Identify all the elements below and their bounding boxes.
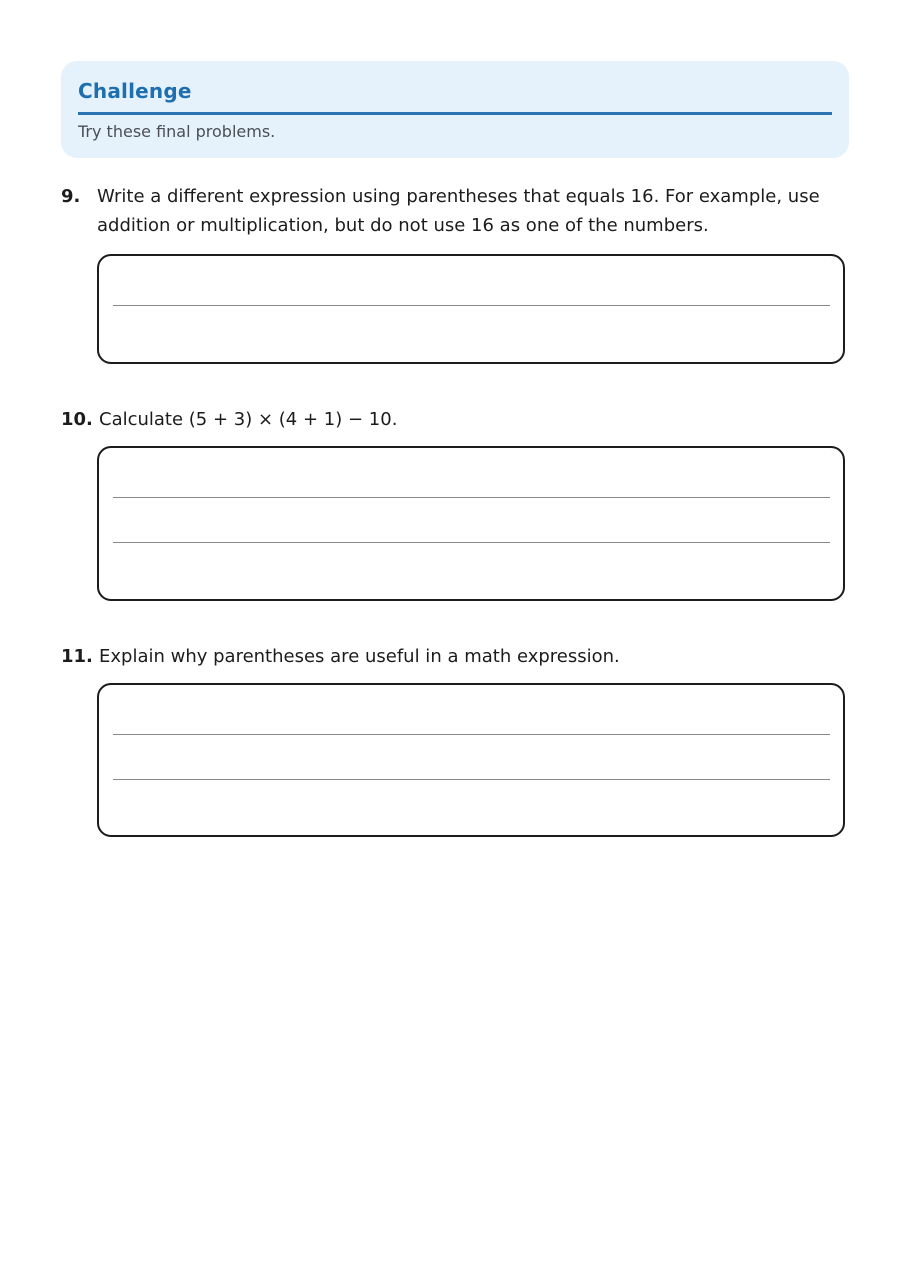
- challenge-banner: [61, 61, 849, 158]
- answer-box-10[interactable]: [97, 446, 845, 601]
- question-text: Calculate (5 + 3) × (4 + 1) − 10.: [99, 409, 398, 430]
- question-text: Explain why parentheses are useful in a math expression.: [99, 646, 620, 667]
- question-11: [61, 642, 841, 671]
- question-number: 10.: [61, 409, 93, 430]
- challenge-subtitle: Try these final problems.: [78, 122, 276, 141]
- question-9: [61, 182, 841, 240]
- answer-box-9[interactable]: [97, 254, 845, 364]
- answer-box-11[interactable]: [97, 683, 845, 837]
- answer-line: [113, 779, 830, 780]
- challenge-title: Challenge: [78, 79, 192, 103]
- answer-line: [113, 542, 830, 543]
- question-text: Write a different expression using parentheses that equals 16. For example, use addition or multiplication, but do not use 16 as one of the numbers.: [97, 186, 820, 236]
- challenge-divider: [78, 112, 832, 115]
- answer-line: [113, 734, 830, 735]
- question-number: 11.: [61, 646, 93, 667]
- question-10: [61, 405, 841, 434]
- answer-line: [113, 497, 830, 498]
- answer-line: [113, 305, 830, 306]
- question-number: 9.: [61, 186, 81, 207]
